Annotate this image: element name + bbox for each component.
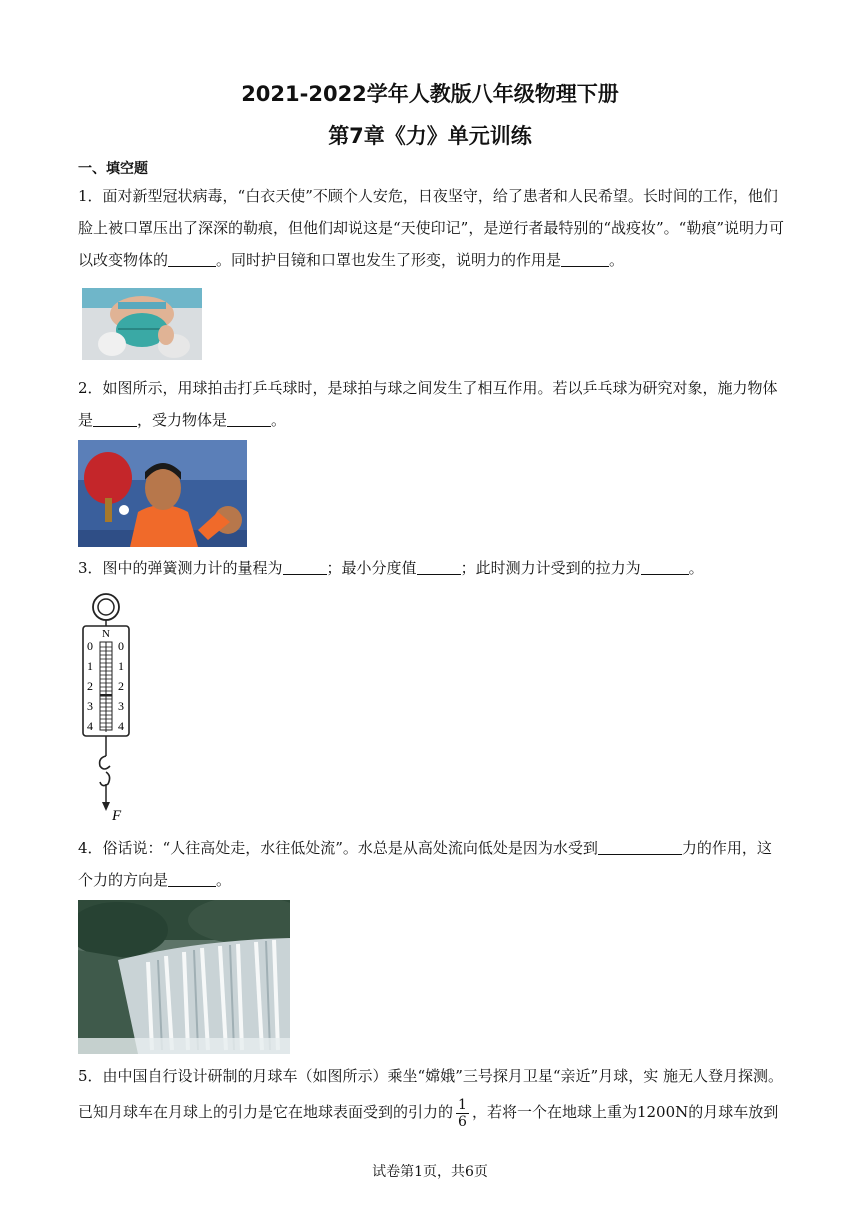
- q2-text-c: 。: [271, 411, 287, 429]
- q1-line3: [78, 244, 790, 276]
- q5-text-b: ，若将一个在地球上重为1200N的月球车放到: [471, 1103, 779, 1121]
- question-4: [78, 832, 790, 896]
- tick-right-2: 2: [118, 679, 124, 693]
- tick-right-0: 0: [118, 639, 124, 653]
- tick-right-1: 1: [118, 659, 124, 673]
- q1-line1: 1．面对新型冠状病毒，“白衣天使”不顾个人安危，日夜坚守，给了患者和人民希望。长时间的工作，他们: [78, 187, 778, 205]
- answer-blank[interactable]: [641, 556, 689, 575]
- q1-text-b: 。同时护目镜和口罩也发生了形变，说明力的作用是: [216, 251, 562, 269]
- q2-text-b: ，受力物体是: [137, 411, 228, 429]
- q4-text-c: 个力的方向是: [78, 871, 169, 889]
- section-heading: 一、填空题: [78, 161, 148, 177]
- fraction-numerator: 1: [458, 1096, 467, 1113]
- fraction-denominator: 6: [458, 1113, 467, 1130]
- q4-text-d: 。: [216, 871, 232, 889]
- unit-label: N: [102, 628, 110, 640]
- q4-text-b: 力的作用，这: [681, 839, 772, 857]
- q5-line1: 5．由中国自行设计研制的月球车（如图所示）乘坐“嫦娥”三号探月卫星“亲近”月球，实 施无人登月探测。: [78, 1067, 783, 1085]
- q3-text-b: ；最小分度值: [326, 559, 417, 577]
- fraction-one-sixth: [456, 1097, 469, 1130]
- answer-blank[interactable]: [417, 556, 461, 575]
- q1-line2: 脸上被口罩压出了深深的勒痕，但他们却说这是“天使印记”，是逆行者最特别的“战疫妆”。“勒痕”说明力可: [78, 219, 785, 237]
- answer-blank[interactable]: [283, 556, 327, 575]
- question-2: [78, 372, 790, 436]
- q2-line1: 2．如图所示，用球拍击打乒乓球时，是球拍与球之间发生了相互作用。若以乒乓球为研究对象，施力物体: [78, 379, 778, 397]
- page-title-line1: 2021-2022学年人教版八年级物理下册: [241, 82, 619, 106]
- q4-line1: [78, 832, 790, 864]
- question-3: [78, 552, 790, 584]
- spring-scale-diagram: [78, 592, 142, 822]
- table-tennis-photo: [78, 440, 247, 547]
- force-label: F: [112, 808, 122, 822]
- medical-worker-photo: [82, 288, 202, 360]
- question-5: [78, 1060, 790, 1132]
- tick-left-4: 4: [87, 719, 93, 733]
- tick-left-1: 1: [87, 659, 93, 673]
- answer-blank[interactable]: [168, 248, 216, 267]
- answer-blank[interactable]: [561, 248, 609, 267]
- q4-line2: [78, 864, 790, 896]
- page-title-line2: 第7章《力》单元训练: [328, 124, 532, 148]
- tick-left-0: 0: [87, 639, 93, 653]
- q1-text-c: 。: [609, 251, 625, 269]
- answer-blank[interactable]: [598, 836, 682, 855]
- question-1: [78, 180, 790, 276]
- q3-text-a: 3．图中的弹簧测力计的量程为: [78, 559, 283, 577]
- tick-left-2: 2: [87, 679, 93, 693]
- page-footer: 试卷第1页，共6页: [372, 1164, 488, 1180]
- tick-right-4: 4: [118, 719, 124, 733]
- tick-right-3: 3: [118, 699, 124, 713]
- q2-line2: [78, 404, 790, 436]
- q4-text-a: 4．俗话说：“人往高处走，水往低处流”。水总是从高处流向低处是因为水受到: [78, 839, 598, 857]
- q1-text-a: 以改变物体的: [78, 251, 169, 269]
- waterfall-photo: [78, 900, 290, 1054]
- answer-blank[interactable]: [168, 868, 216, 887]
- q3-text-d: 。: [688, 559, 704, 577]
- q2-text-a: 是: [78, 411, 94, 429]
- q3-text-c: ；此时测力计受到的拉力为: [460, 559, 641, 577]
- tick-left-3: 3: [87, 699, 93, 713]
- answer-blank[interactable]: [93, 408, 137, 427]
- q5-text-a: 已知月球车在月球上的引力是它在地球表面受到的引力的: [78, 1103, 454, 1121]
- q5-line2: [78, 1092, 790, 1132]
- answer-blank[interactable]: [227, 408, 271, 427]
